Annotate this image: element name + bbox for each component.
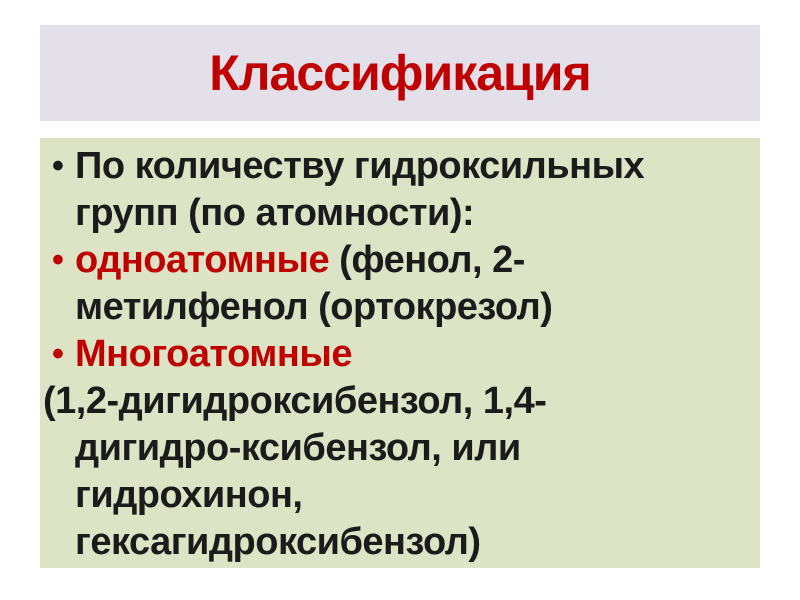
bullet-dot-icon: •: [52, 335, 64, 373]
bullet-item-1-line-2: [40, 190, 760, 237]
bullet-item-2-red-text: одноатомные: [75, 239, 330, 281]
paragraph-text-line-3: гидрохинон,: [75, 474, 303, 516]
title-panel: [40, 25, 760, 121]
bullet-item-1-line-1: [40, 143, 760, 190]
slide-title: Классификация: [209, 45, 591, 101]
paragraph-text-line-4: гексагидроксибензол): [75, 521, 481, 563]
paragraph-line-1: [40, 378, 760, 425]
bullet-item-2-line-2: [40, 284, 760, 331]
paragraph-line-2: [40, 425, 760, 472]
paragraph-text-line-1: (1,2-дигидроксибензол, 1,4-: [43, 380, 547, 422]
bullet-item-3-red-text: Многоатомные: [75, 333, 352, 375]
bullet-item-2-line-1: [40, 237, 760, 284]
bullet-item-1-text-line-2: групп (по атомности):: [75, 192, 475, 234]
paragraph-line-3: [40, 472, 760, 519]
bullet-item-2-text-line-1: (фенол, 2-: [329, 239, 525, 281]
bullet-item-2-text-line-2: метилфенол (ортокрезол): [75, 286, 553, 328]
bullet-dot-icon: •: [52, 241, 64, 279]
bullet-dot-icon: •: [52, 147, 64, 185]
bullet-item-1-text-line-1: По количеству гидроксильных: [75, 145, 645, 187]
body-panel: [40, 138, 760, 568]
paragraph-text-line-2: дигидро-ксибензол, или: [75, 427, 521, 469]
paragraph-line-4: [40, 519, 760, 566]
bullet-item-3-line-1: [40, 331, 760, 378]
